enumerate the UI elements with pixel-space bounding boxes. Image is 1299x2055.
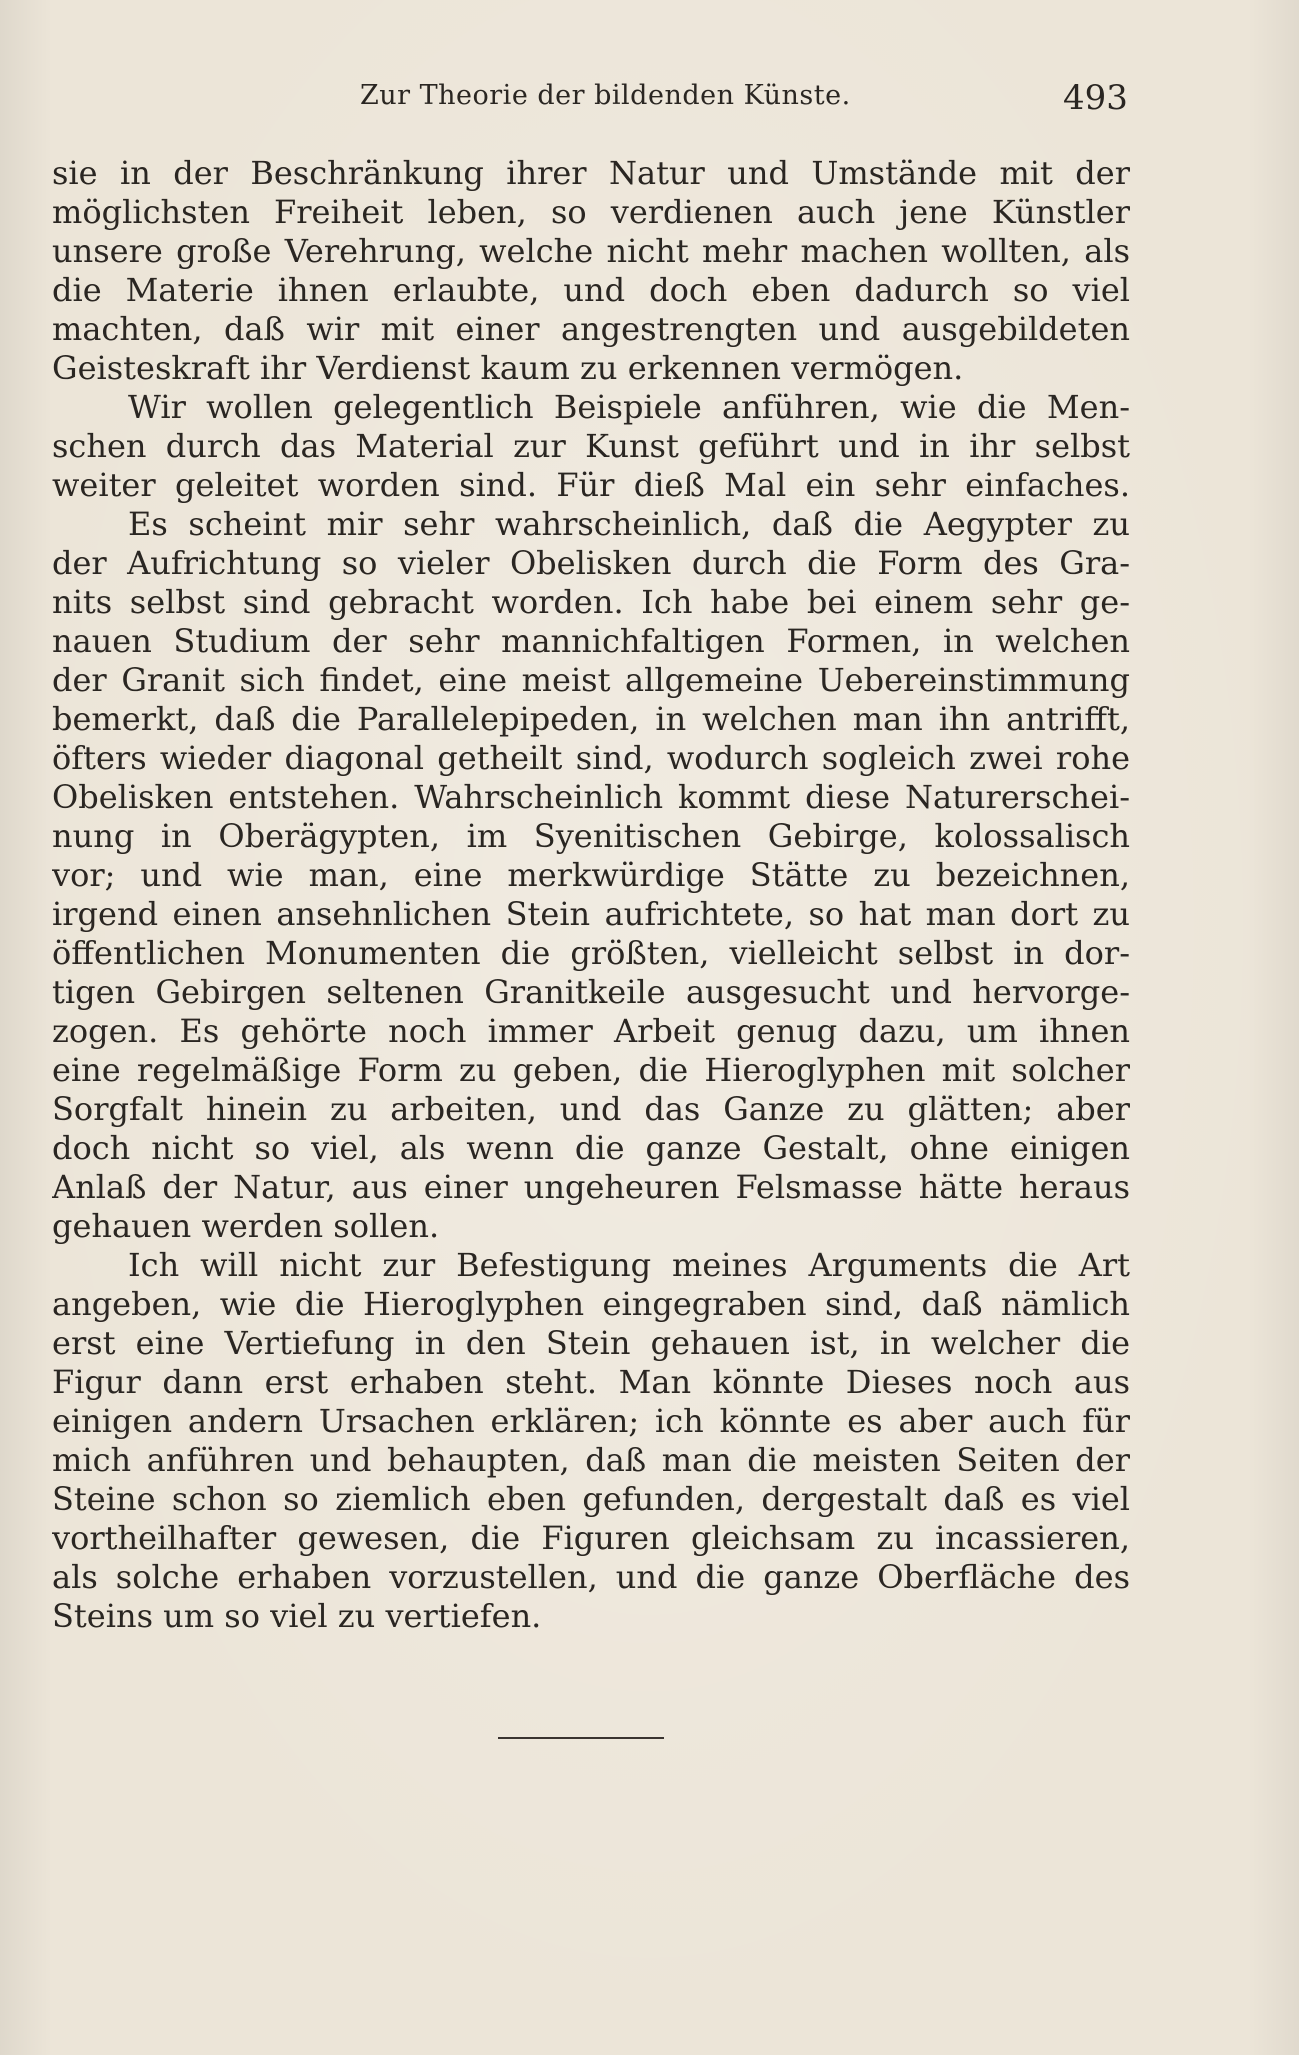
text-line: einigen andern Ursachen erklären; ich könnte es aber auch für: [52, 1402, 1130, 1440]
text-line: der Granit sich findet, eine meist allgemeine Uebereinstimmung: [52, 661, 1130, 699]
text-line: Es scheint mir sehr wahrscheinlich, daß die Aegypter zu: [128, 505, 1130, 543]
text-line: vor; und wie man, eine merkwürdige Stätte zu bezeichnen,: [52, 856, 1130, 894]
text-line: nauen Studium der sehr mannichfaltigen Formen, in welchen: [52, 622, 1130, 660]
text-line: vortheilhafter gewesen, die Figuren gleichsam zu incassieren,: [52, 1519, 1130, 1557]
text-line: zogen. Es gehörte noch immer Arbeit genug dazu, um ihnen: [52, 1012, 1130, 1050]
text-line: gehauen werden sollen.: [52, 1207, 440, 1245]
text-line: Ich will nicht zur Befestigung meines Arguments die Art: [128, 1246, 1130, 1284]
text-line: nung in Oberägypten, im Syenitischen Gebirge, kolossalisch: [52, 817, 1130, 855]
text-line: angeben, wie die Hieroglyphen eingegraben sind, daß nämlich: [52, 1285, 1130, 1323]
body-text: [52, 154, 1130, 1636]
text-line: bemerkt, daß die Parallelepipeden, in welchen man ihn antrifft,: [52, 700, 1130, 738]
text-line: Steine schon so ziemlich eben gefunden, dergestalt daß es viel: [52, 1480, 1130, 1518]
text-line: Steins um so viel zu vertiefen.: [52, 1597, 542, 1635]
section-end-rule: [498, 1737, 664, 1739]
text-line: Wir wollen gelegentlich Beispiele anführen, wie die Men-: [128, 388, 1130, 426]
text-line: mich anführen und behaupten, daß man die meisten Seiten der: [52, 1441, 1130, 1479]
text-line: öfters wieder diagonal getheilt sind, wodurch sogleich zwei rohe: [52, 739, 1130, 777]
text-line: nits selbst sind gebracht worden. Ich habe bei einem sehr ge-: [52, 583, 1130, 621]
text-line: als solche erhaben vorzustellen, und die ganze Oberfläche des: [52, 1558, 1130, 1596]
running-title: Zur Theorie der bildenden Künste.: [360, 80, 851, 111]
text-line: Anlaß der Natur, aus einer ungeheuren Felsmasse hätte heraus: [52, 1168, 1130, 1206]
text-line: eine regelmäßige Form zu geben, die Hieroglyphen mit solcher: [52, 1051, 1130, 1089]
text-line: Geisteskraft ihr Verdienst kaum zu erkennen vermögen.: [52, 349, 964, 387]
text-line: Figur dann erst erhaben steht. Man könnte Dieses noch aus: [52, 1363, 1130, 1401]
text-line: unsere große Verehrung, welche nicht mehr machen wollten, als: [52, 232, 1130, 270]
text-line: möglichsten Freiheit leben, so verdienen auch jene Künstler: [52, 193, 1130, 231]
text-line: öffentlichen Monumenten die größten, vielleicht selbst in dor-: [52, 934, 1130, 972]
text-line: irgend einen ansehnlichen Stein aufrichtete, so hat man dort zu: [52, 895, 1130, 933]
text-line: machten, daß wir mit einer angestrengten und ausgebildeten: [52, 310, 1130, 348]
text-line: schen durch das Material zur Kunst geführt und in ihr selbst: [52, 427, 1130, 465]
text-line: weiter geleitet worden sind. Für dieß Mal ein sehr einfaches.: [52, 466, 1130, 504]
text-line: die Materie ihnen erlaubte, und doch eben dadurch so viel: [52, 271, 1130, 309]
text-line: doch nicht so viel, als wenn die ganze Gestalt, ohne einigen: [52, 1129, 1130, 1167]
text-line: Obelisken entstehen. Wahrscheinlich kommt diese Naturerschei-: [52, 778, 1130, 816]
text-line: tigen Gebirgen seltenen Granitkeile ausgesucht und hervorge-: [52, 973, 1130, 1011]
text-line: der Aufrichtung so vieler Obelisken durch die Form des Gra-: [52, 544, 1130, 582]
text-line: sie in der Beschränkung ihrer Natur und Umstände mit der: [52, 154, 1130, 192]
page-number: 493: [1063, 78, 1128, 118]
text-line: erst eine Vertiefung in den Stein gehauen ist, in welcher die: [52, 1324, 1130, 1362]
text-line: Sorgfalt hinein zu arbeiten, und das Ganze zu glätten; aber: [52, 1090, 1130, 1128]
